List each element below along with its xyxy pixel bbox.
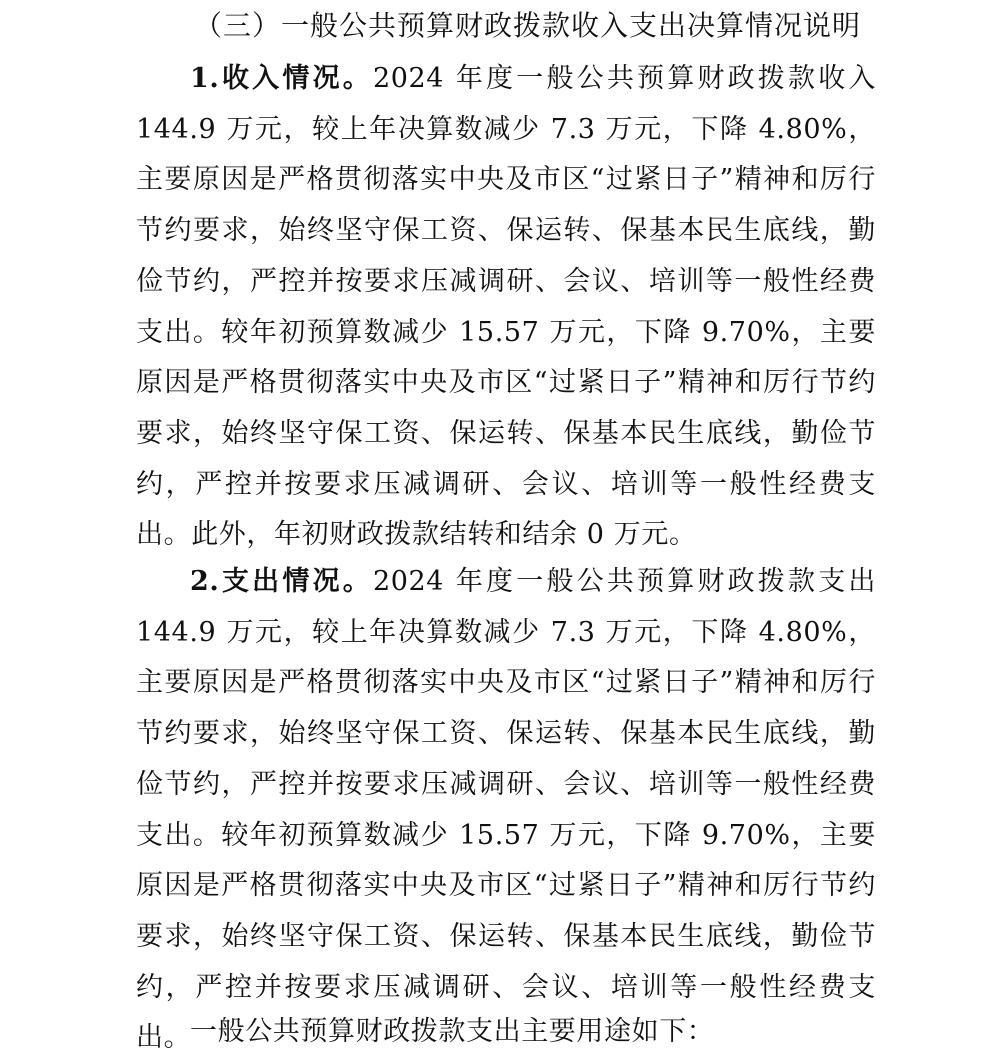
expense-text: 2024 年度一般公共预算财政拨款支出 144.9 万元，较上年决算数减少 7.3 万元，下降 4.80%，主要原因是严格贯彻落实中央及市区“过紧日子”精神和厉行节约要求，始终坚守保工资、保运转、保基本民生底线，勤俭节约，严控并按要求压减调研、会议、培训等一般性经费支出。较年初预算数减少 15.57 万元，下降 9.70%，主要原因是严格贯彻落实中央及市区“过紧日子”精神和厉行节约要求，始终坚守保工资、保运转、保基本民生底线，勤俭节约，严控并按要求压减调研、会议、培训等一般性经费支出。: [136, 566, 876, 1054]
income-paragraph: [136, 54, 876, 561]
expense-paragraph: [136, 557, 876, 1064]
income-label: 1.收入情况。: [190, 63, 373, 94]
income-text: 2024 年度一般公共预算财政拨款收入 144.9 万元，较上年决算数减少 7.3 万元，下降 4.80%，主要原因是严格贯彻落实中央及市区“过紧日子”精神和厉行节约要求，始终坚守保工资、保运转、保基本民生底线，勤俭节约，严控并按要求压减调研、会议、培训等一般性经费支出。较年初预算数减少 15.57 万元，下降 9.70%，主要原因是严格贯彻落实中央及市区“过紧日子”精神和厉行节约要求，始终坚守保工资、保运转、保基本民生底线，勤俭节约，严控并按要求压减调研、会议、培训等一般性经费支出。此外，年初财政拨款结转和结余 0 万元。: [136, 63, 876, 551]
section-heading: （三）一般公共预算财政拨款收入支出决算情况说明: [194, 9, 862, 42]
expense-label: 2.支出情况。: [190, 566, 373, 597]
closing-line: 一般公共预算财政拨款支出主要用途如下：: [190, 1016, 715, 1047]
